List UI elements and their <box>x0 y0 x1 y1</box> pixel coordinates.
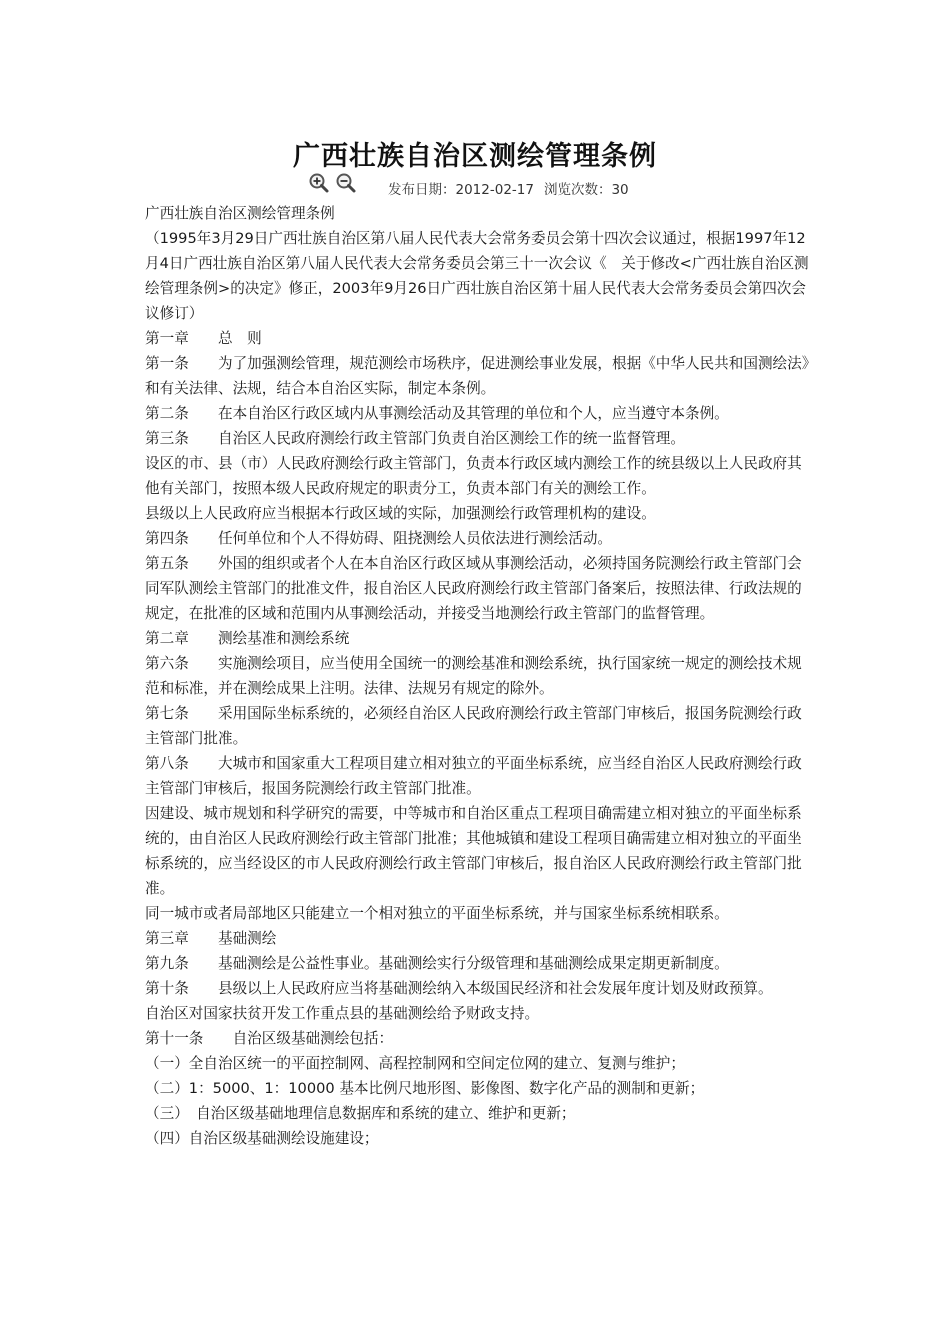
paragraph: 第一章 总 则 <box>145 330 262 347</box>
paragraph: 第二章 测绘基准和测绘系统 <box>145 630 350 647</box>
paragraph: 第十一条 自治区级基础测绘包括： <box>145 1030 394 1047</box>
page-title: 广西壮族自治区测绘管理条例 <box>293 141 657 172</box>
paragraph: 广西壮族自治区测绘管理条例 <box>145 205 335 222</box>
paragraph: （1995年3月29日广西壮族自治区第八届人民代表大会常务委员会第十四次会议通过，根据1997年12月4日广西壮族自治区第八届人民代表大会常务委员会第三十一次会议《 关于修改<广西壮族自治区测绘管理条例>的决定》修正，2003年9月26日广西壮族自治区第十届人民代表大会常务委员会第四次会议修订） <box>145 230 809 322</box>
view-count: 浏览次数：30 <box>543 182 629 198</box>
paragraph: 第三条 自治区人民政府测绘行政主管部门负责自治区测绘工作的统一监督管理。 <box>145 430 685 447</box>
paragraph: （三） 自治区级基础地理信息数据库和系统的建立、维护和更新； <box>145 1105 576 1122</box>
paragraph: 第五条 外国的组织或者个人在本自治区行政区域从事测绘活动，必须持国务院测绘行政主管部门会同军队测绘主管部门的批准文件，报自治区人民政府测绘行政主管部门备案后，按照法律、行政法规的规定，在批准的区域和范围内从事测绘活动，并接受当地测绘行政主管部门的监督管理。 <box>145 555 802 622</box>
paragraph: 设区的市、县（市）人民政府测绘行政主管部门，负责本行政区域内测绘工作的统县级以上人民政府其他有关部门，按照本级人民政府规定的职责分工，负责本部门有关的测绘工作。 <box>145 455 802 497</box>
paragraph: 第八条 大城市和国家重大工程项目建立相对独立的平面坐标系统，应当经自治区人民政府测绘行政主管部门审核后，报国务院测绘行政主管部门批准。 <box>145 755 802 797</box>
paragraph: 因建设、城市规划和科学研究的需要，中等城市和自治区重点工程项目确需建立相对独立的平面坐标系统的，由自治区人民政府测绘行政主管部门批准；其他城镇和建设工程项目确需建立相对独立的平面坐标系统的，应当经设区的市人民政府测绘行政主管部门审核后，报自治区人民政府测绘行政主管部门批准。 <box>145 805 802 897</box>
zoom-in-icon[interactable] <box>308 172 330 194</box>
paragraph: 自治区对国家扶贫开发工作重点县的基础测绘给予财政支持。 <box>145 1005 540 1022</box>
paragraph: 第二条 在本自治区行政区域内从事测绘活动及其管理的单位和个人，应当遵守本条例。 <box>145 405 729 422</box>
zoom-out-icon[interactable] <box>335 172 357 194</box>
publish-date: 发布日期：2012-02-17 <box>388 182 534 198</box>
paragraph: 同一城市或者局部地区只能建立一个相对独立的平面坐标系统，并与国家坐标系统相联系。 <box>145 905 729 922</box>
paragraph: 县级以上人民政府应当根据本行政区域的实际，加强测绘行政管理机构的建设。 <box>145 505 656 522</box>
paragraph: 第十条 县级以上人民政府应当将基础测绘纳入本级国民经济和社会发展年度计划及财政预算。 <box>145 980 773 997</box>
paragraph: 第一条 为了加强测绘管理，规范测绘市场秩序，促进测绘事业发展，根据《中华人民共和国测绘法》和有关法律、法规，结合本自治区实际，制定本条例。 <box>145 355 810 397</box>
paragraph: 第七条 采用国际坐标系统的，必须经自治区人民政府测绘行政主管部门审核后，报国务院测绘行政主管部门批准。 <box>145 705 802 747</box>
paragraph: （四）自治区级基础测绘设施建设； <box>145 1130 379 1147</box>
article-body <box>145 201 815 1151</box>
paragraph: 第六条 实施测绘项目，应当使用全国统一的测绘基准和测绘系统，执行国家统一规定的测绘技术规范和标准，并在测绘成果上注明。法律、法规另有规定的除外。 <box>145 655 802 697</box>
meta-text <box>388 178 639 198</box>
paragraph: 第四条 任何单位和个人不得妨碍、阻挠测绘人员依法进行测绘活动。 <box>145 530 613 547</box>
article-meta <box>0 172 950 200</box>
paragraph: 第三章 基础测绘 <box>145 930 277 947</box>
paragraph: （一）全自治区统一的平面控制网、高程控制网和空间定位网的建立、复测与维护； <box>145 1055 685 1072</box>
paragraph: 第九条 基础测绘是公益性事业。基础测绘实行分级管理和基础测绘成果定期更新制度。 <box>145 955 729 972</box>
paragraph: （二）1：5000、1：10000 基本比例尺地形图、影像图、数字化产品的测制和更新； <box>145 1080 705 1097</box>
